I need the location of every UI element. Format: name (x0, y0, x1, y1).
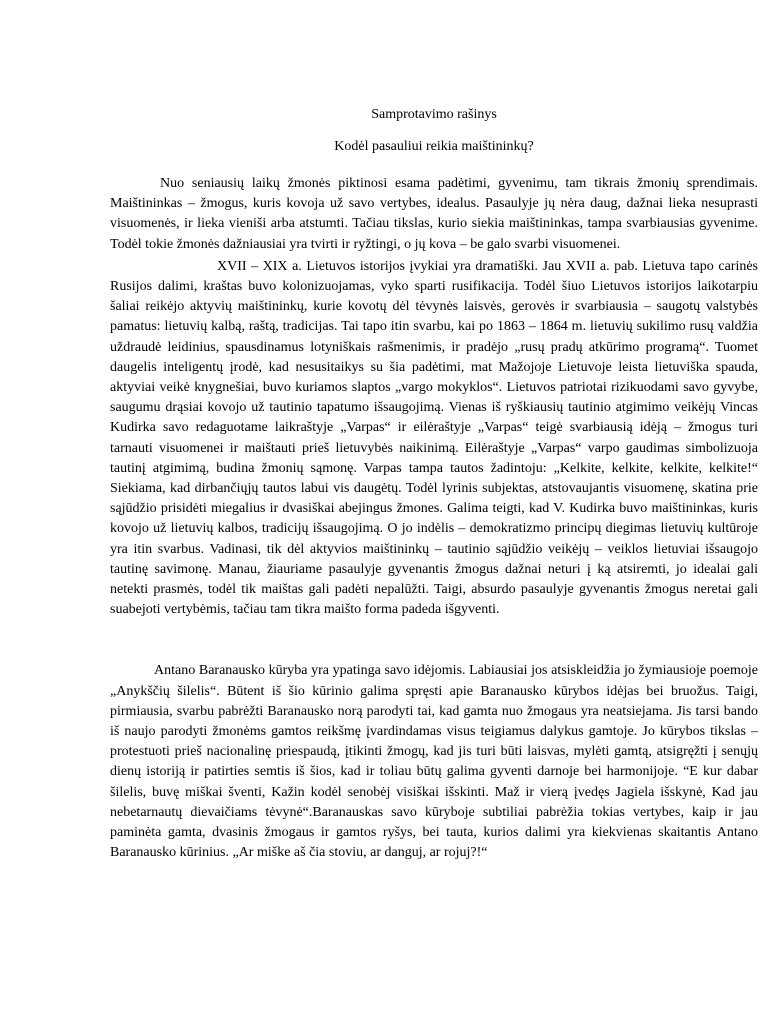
essay-question-title: Kodėl pasauliui reikia maištininkų? (334, 139, 534, 154)
essay-page (110, 105, 758, 864)
essay-genre-title: Samprotavimo rašinys (371, 107, 497, 122)
paragraph-introduction: Nuo seniausių laikų žmonės piktinosi esama padėtimi, gyvenimu, tam tikrais žmonių sprendimais. Maištininkas – žmogus, kuris kovoja už savo vertybes, idealus. Pasaulyje jų nėra daug, dažnai lieka nesuprasti visuomenės, ir lieka vieniši arba atstumti. Tačiau tikslas, kurio siekia maištininkas, tampa svarbiausias gyvenime. Todėl tokie žmonės dažniausiai yra tvirti ir ryžtingi, o jų kova – be galo svarbi visuomenei. (110, 176, 758, 252)
paragraph-baranauskas-argument: Antano Baranausko kūryba yra ypatinga savo idėjomis. Labiausiai jos atsiskleidžia jo žymiausioje poemoje „Anykščių šilelis“. Būtent iš šio kūrinio galima spręsti apie Baranausko kūrybos idėjas bei bruožus. Taigi, pirmiausia, svarbu pabrėžti Baranausko norą parodyti tai, kad gamta nuo žmogaus yra neatsiejama. Jis tarsi bando iš naujo parodyti žmonėms gamtos reikšmę įvardindamas visus teigiamus dalykus gamtoje. Jo kūrybos tikslas – protestuoti prieš nacionalinę priespaudą, įtikinti žmogų, kad jis turi būti laisvas, mylėti gamtą, atsigręžti į senųjų dienų istoriją ir patirties semtis iš šios, kad ir toliau būtų galima gyventi darnoje bei harmonijoje. “E kur dabar šilelis, buvę miškai šventi, Kažin kodėl senobėj visiškai išskinti. Maž ir vierą įvedęs Jagiela išskynė, Kad jau nebetarnautų dievaičiams tėvynė“.Baranauskas savo kūryboje subtiliai pabrėžia tokias vertybes, kaip ir jau paminėta gamta, dvasinis žmogaus ir gamtos ryšys, bei tauta, kurios dalimi yra kiekvienas skaitantis Antano Baranausko kūrinius. „Ar miške aš čia stoviu, ar danguj, ar rojuj?!“ (110, 663, 758, 861)
paragraph-kudirka-argument: XVII – XIX a. Lietuvos istorijos įvykiai yra dramatiški. Jau XVII a. pab. Lietuva tapo carinės Rusijos dalimi, kraštas buvo kolonizuojamas, vyko sparti rusifikacija. Todėl šiuo Lietuvos istorijos laikotarpiu šaliai reikėjo aktyvių maištininkų, kurie kovotų dėl tėvynės laisvės, gerovės ir svarbiausia – saugotų valstybės pamatus: lietuvių kalbą, raštą, tradicijas. Tai tapo itin svarbu, kai po 1863 – 1864 m. lietuvių sukilimo rusų valdžia uždraudė leidinius, spausdinamus lotyniškais rašmenimis, ir pradėjo „rusų pradų atkūrimo programą“. Tuomet daugelis inteligentų įrodė, kad nesusitaikys su šia padėtimi, mat Mažojoje Lietuvoje leista lietuviška spauda, aktyviai veikė knygnešiai, buvo kuriamos slaptos „vargo mokyklos“. Lietuvos patriotai rizikuodami savo gyvybe, saugumu drąsiai kovojo už tautinio tapatumo išsaugojimą. Vienas iš ryškiausių tautinio atgimimo veikėjų Vincas Kudirka savo redaguotame laikraštyje „Varpas“ ir eilėraštyje „Varpas“ teigė svarbiausią idėją – žmogus turi tarnauti visuomenei ir maištauti prieš lietuvybės naikinimą. Eilėraštyje „Varpas“ varpo gaudimas simbolizuoja tautinį atgimimą, budina žmonių sąmonę. Varpas tampa tautos žadintoju: „Kelkite, kelkite, kelkite, kelkite!“ Siekiama, kad dirbančiųjų tautos labui vis daugėtų. Todėl lyrinis subjektas, atstovaujantis visuomenę, skatina prie sąjūdžio prisidėti miegalius ir dvasiškai abejingus žmones. Galima teigti, kad V. Kudirka buvo maištininkas, kuris kovojo už lietuvių kalbos, tradicijų išsaugojimą. O jo indėlis – demokratizmo principų diegimas lietuvių kultūroje yra itin svarbus. Vadinasi, tik dėl aktyvios maištininkų – tautinio sąjūdžio veikėjų – veiklos lietuviai išsaugojo tautinę savimonę. Manau, žiauriame pasaulyje gyvenantis žmogus dažnai neturi į ką atsiremti, jo idealai gali netekti prasmės, todėl tik maištas gali padėti nepalūžti. Taigi, absurdo pasaulyje gyvenantis žmogus neretai gali suabejoti vertybėmis, tačiau tam tikra maišto forma padeda išgyventi. (110, 258, 758, 618)
